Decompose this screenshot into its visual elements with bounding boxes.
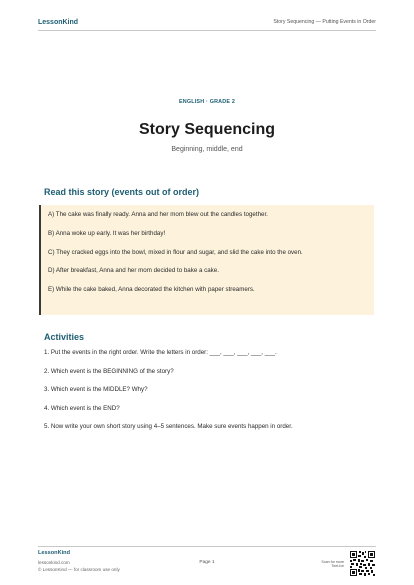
story-event-c: C) They cracked eggs into the bowl, mixed in flour and sugar, and slid the cake into the oven. (48, 248, 303, 256)
page-subtitle: Beginning, middle, end (171, 146, 243, 153)
activity-item-5: 5. Now write your own short story using 4–5 sentences. Make sure events happen in order. (44, 423, 293, 430)
activity-item-2: 2. Which event is the BEGINNING of the story? (44, 367, 174, 375)
scan-label: Scan for more Teet-ive (321, 560, 344, 569)
activities-list (44, 349, 374, 442)
story-event-d: D) After breakfast, Anna and her mom decided to bake a cake. (48, 267, 219, 275)
story-box (39, 205, 374, 315)
footer-copyright: © LessonKind — for classroom use only (38, 567, 120, 572)
story-event-e: E) While the cake baked, Anna decorated the kitchen with paper streamers. (48, 286, 255, 294)
page-title: Story Sequencing (138, 121, 276, 138)
activity-item-1: 1. Put the events in the right order. Write the letters in order: ___, ___, ___, ___, ___. (44, 349, 277, 356)
activities-heading: Activities (44, 332, 85, 342)
story-heading: Read this story (events out of order) (44, 187, 200, 197)
page-header (38, 15, 376, 29)
footer-divider (38, 546, 376, 547)
activity-item-3: 3. Which event is the MIDDLE? Why? (44, 386, 148, 393)
header-divider (38, 30, 376, 31)
story-event-b: B) Anna woke up early. It was her birthday! (48, 229, 166, 237)
footer-brand: LessonKind (38, 550, 71, 556)
page-number: Page 1 (199, 560, 215, 565)
document-title: Story Sequencing — Putting Events in Order (273, 19, 376, 25)
footer-site-link[interactable]: lessonkind.com (38, 560, 70, 565)
activity-item-4: 4. Which event is the END? (44, 404, 120, 412)
subject-label: ENGLISH · GRADE 2 (178, 99, 236, 105)
qr-code-icon[interactable] (350, 551, 375, 576)
brand-logo-text[interactable]: LessonKind (38, 18, 79, 26)
story-event-a: A) The cake was finally ready. Anna and her mom blew out the candles together. (48, 211, 268, 218)
